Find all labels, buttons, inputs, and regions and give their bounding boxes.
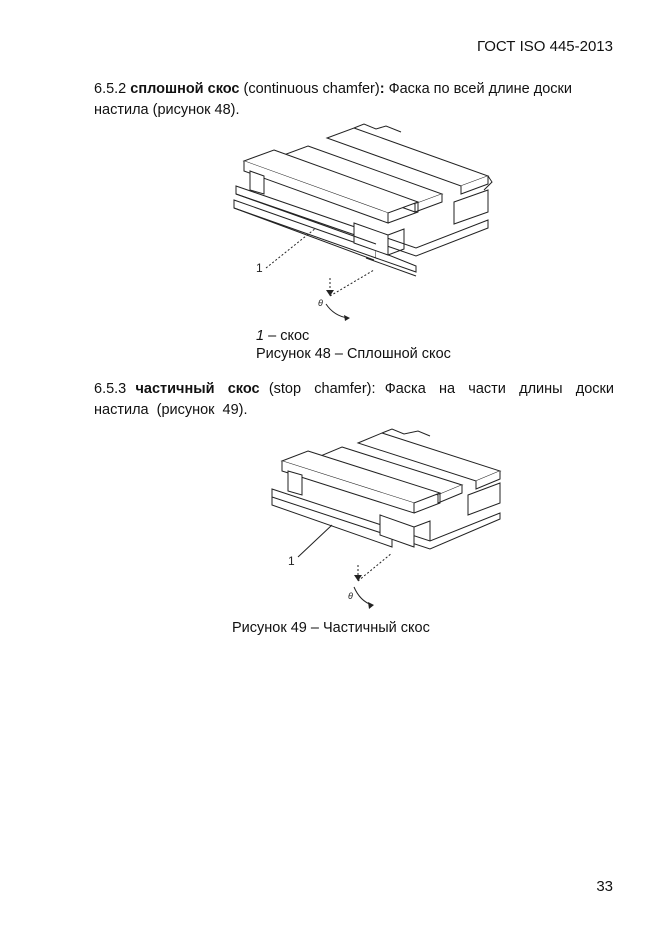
- term-english: (continuous chamfer): [243, 81, 380, 97]
- page-number: 33: [596, 878, 613, 895]
- figure-49-pallet-drawing: [262, 427, 507, 612]
- definition: Фаска на части длины доски настила (рисунок 49).: [94, 381, 614, 418]
- clause-number: 6.5.2: [94, 81, 127, 97]
- term: частичный скос: [135, 381, 260, 397]
- figure-48-pallet-drawing: [226, 120, 496, 330]
- term: сплошной скос: [130, 81, 240, 97]
- legend-number: 1: [256, 328, 265, 344]
- clause-6-5-3: [94, 379, 614, 421]
- term-colon: :: [379, 81, 385, 97]
- figure-49-angle-label: θ: [348, 591, 353, 601]
- definition: Фаска по всей длине доски настила (рисунок 48).: [94, 81, 572, 118]
- legend-separator: –: [264, 328, 281, 344]
- clause-number: 6.5.3: [94, 381, 127, 397]
- figure-48-legend: [256, 327, 309, 346]
- figure-49-caption: Рисунок 49 – Частичный скос: [232, 620, 430, 636]
- term-english: (stop chamfer):: [268, 381, 376, 397]
- legend-text: скос: [280, 328, 310, 344]
- figure-48-angle-label: θ: [318, 298, 323, 308]
- standard-designation: ГОСТ ISO 445-2013: [476, 38, 613, 55]
- figure-48-callout: 1: [256, 261, 263, 275]
- clause-6-5-2: [94, 79, 614, 121]
- figure-48-caption: Рисунок 48 – Сплошной скос: [256, 346, 451, 362]
- figure-49-callout: 1: [288, 554, 295, 568]
